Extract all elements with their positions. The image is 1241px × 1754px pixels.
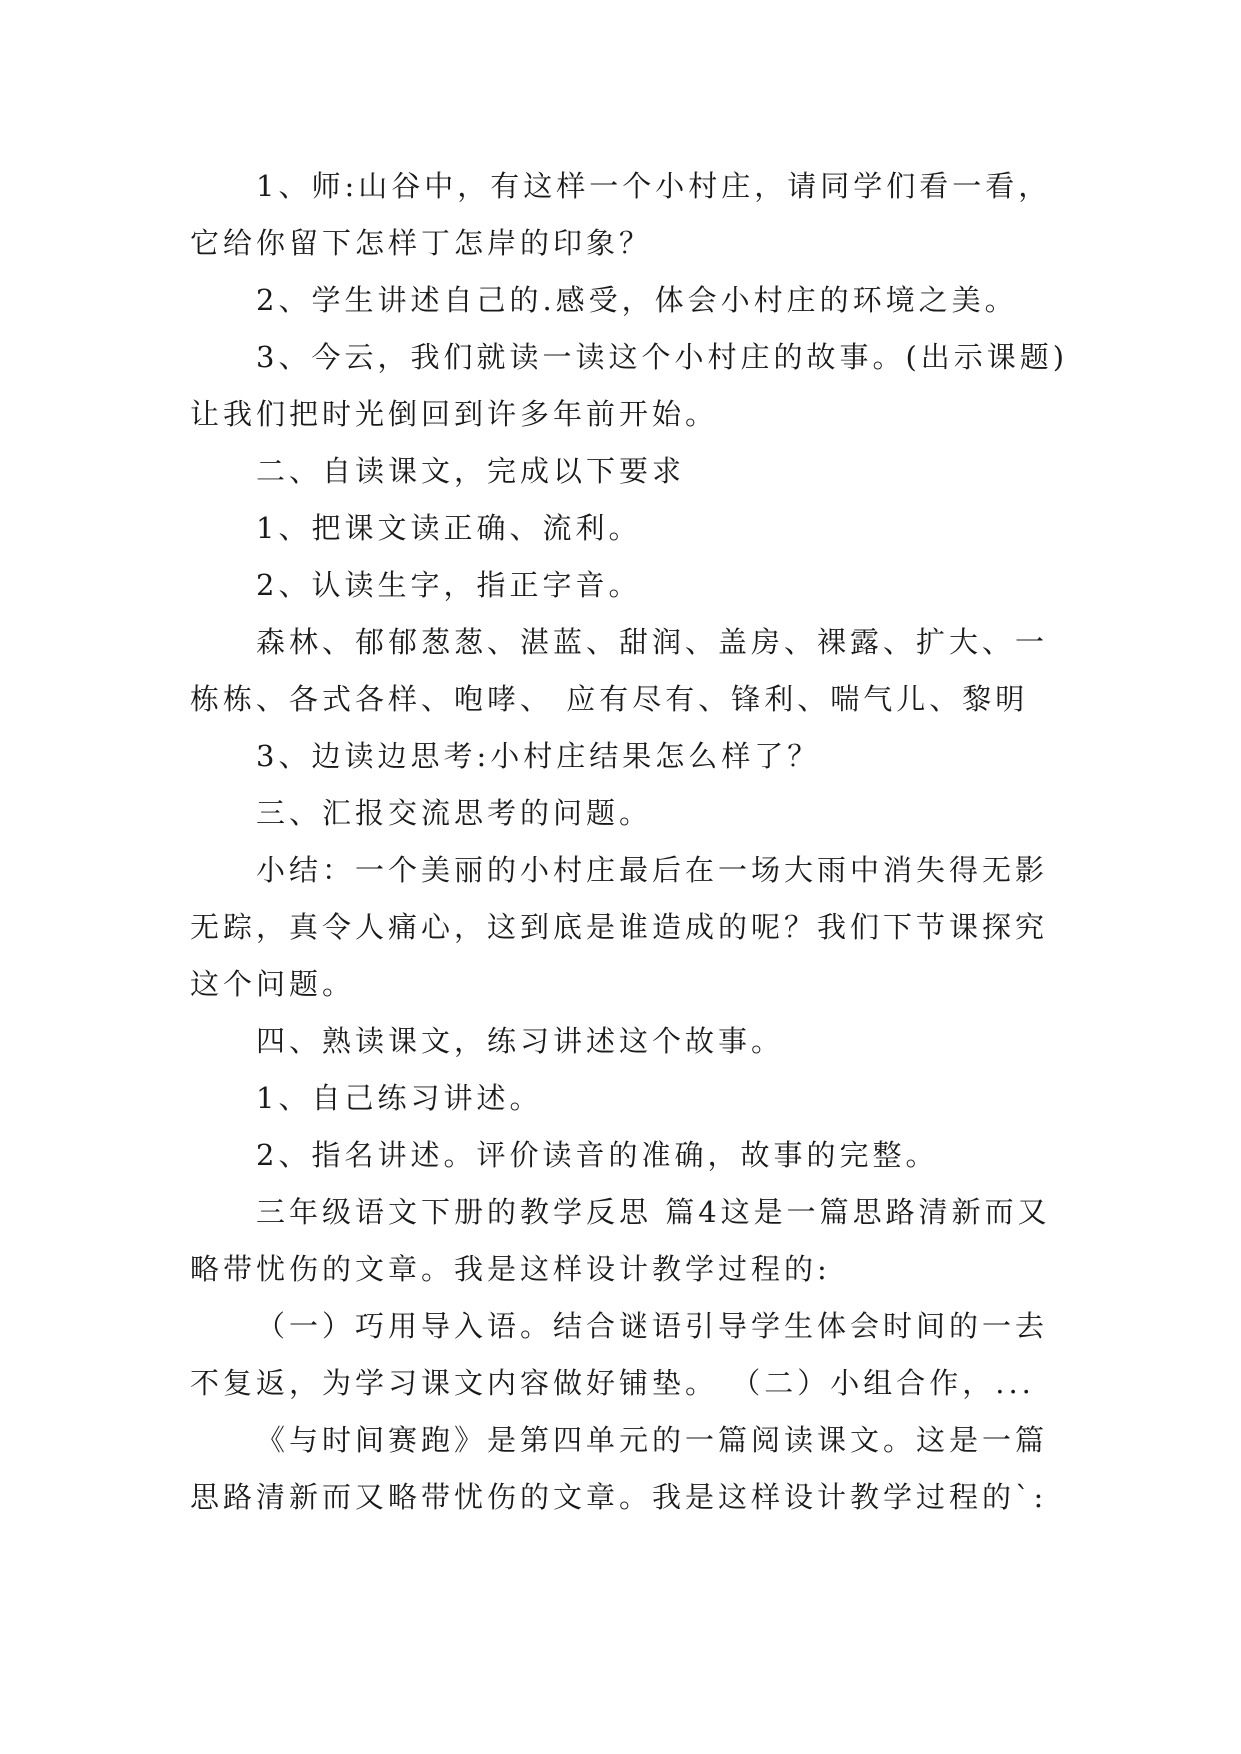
paragraph-15: （一）巧用导入语。结合谜语引导学生体会时间的一去不复返，为学习课文内容做好铺垫。 （二）小组合作，...	[190, 1309, 1049, 1400]
document-body	[190, 158, 1070, 1526]
paragraph-4: 二、自读课文，完成以下要求	[256, 454, 686, 488]
paragraph-14: 三年级语文下册的教学反思 篇4这是一篇思路清新而又略带忧伤的文章。我是这样设计教学过程的:	[190, 1195, 1051, 1286]
paragraph-13: 2、指名讲述。评价读音的准确，故事的完整。	[256, 1138, 939, 1172]
paragraph-8: 3、边读边思考:小村庄结果怎么样了？	[256, 739, 821, 773]
paragraph-10: 小结：一个美丽的小村庄最后在一场大雨中消失得无影无踪，真令人痛心，这到底是谁造成的呢？我们下节课探究这个问题。	[190, 853, 1049, 1001]
paragraph-2: 2、学生讲述自己的.感受，体会小村庄的环境之美。	[256, 283, 1018, 317]
paragraph-12: 1、自己练习讲述。	[256, 1081, 543, 1115]
paragraph-1: 1、师:山谷中，有这样一个小村庄，请同学们看一看，它给你留下怎样丁怎岸的印象？	[190, 169, 1052, 260]
paragraph-5: 1、把课文读正确、流利。	[256, 511, 642, 545]
paragraph-6: 2、认读生字，指正字音。	[256, 568, 642, 602]
paragraph-9: 三、汇报交流思考的问题。	[256, 796, 653, 830]
paragraph-16: 《与时间赛跑》是第四单元的一篇阅读课文。这是一篇思路清新而又略带忧伤的文章。我是这样设计教学过程的`:	[190, 1423, 1049, 1514]
paragraph-3: 3、今云，我们就读一读这个小村庄的故事。(出示课题)让我们把时光倒回到许多年前开始。	[190, 340, 1069, 431]
paragraph-7: 森林、郁郁葱葱、湛蓝、甜润、盖房、裸露、扩大、一栋栋、各式各样、咆哮、 应有尽有、锋利、喘气儿、黎明	[190, 625, 1049, 716]
paragraph-11: 四、熟读课文，练习讲述这个故事。	[256, 1024, 785, 1058]
